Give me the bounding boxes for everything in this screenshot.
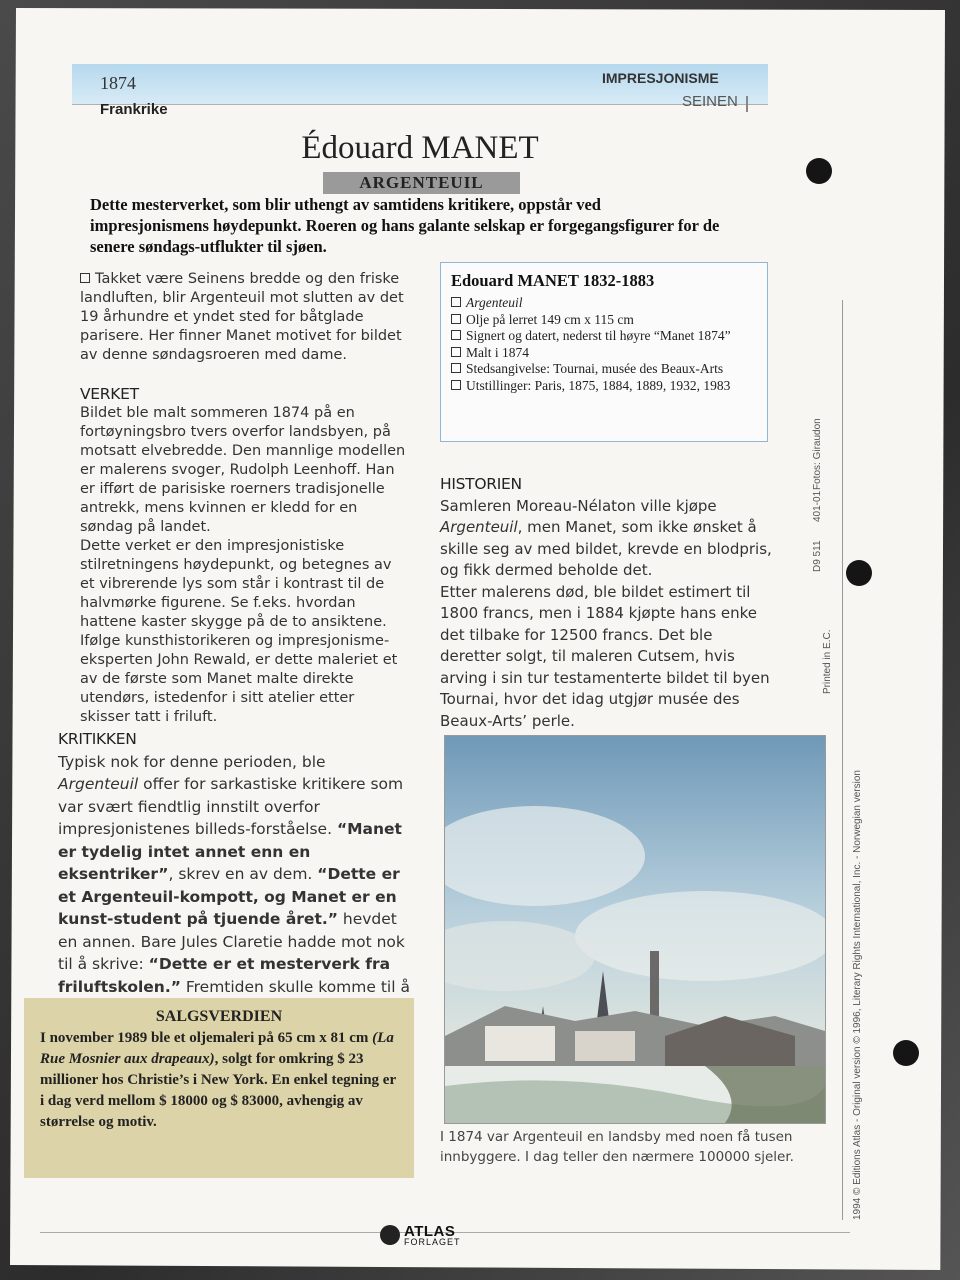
atlas-logo [380, 1223, 478, 1249]
sales-value-box [24, 998, 414, 1178]
checkbox-bullet-icon [451, 347, 461, 357]
checkbox-bullet-icon [451, 330, 461, 340]
side-code-2: 401-01 [812, 490, 823, 522]
margin-rule [842, 300, 843, 1220]
header-country: Frankrike [100, 101, 168, 118]
artist-name: Édouard MANET [301, 130, 539, 166]
left-column [80, 270, 408, 727]
side-printed-in: Printed in E.C. [822, 629, 833, 694]
history-column [440, 474, 776, 732]
checkbox-bullet-icon [451, 363, 461, 373]
verket-paragraph: Dette verket er den impresjonistiske stilretningens høydepunkt, og betegnes av et vibrerende lys som står i kontrast til de halvmørke figurene. Se f.eks. hvordan hattene kaster skygge på de to ansiktene. [80, 538, 392, 630]
info-box-list [451, 295, 757, 394]
checkbox-bullet-icon [80, 273, 90, 283]
history-paragraph: Etter malerens død, ble bildet estimert til 1800 francs, men i 1884 kjøpte hans enke det tilbake for 12500 francs. Det ble deretter solgt, til maleren Cutsem, hvis arving i sin tur testamenterte bildet til byen Tournai, hvor det idag utgjør musée des Beaux-Arts’ perle. [440, 582, 770, 730]
sales-heading: SALGSVERDIEN [155, 1008, 283, 1025]
side-copyright: 1994 © Editions Atlas - Original version © 1996, Literary Rights International, Inc. - Norwegian version [852, 770, 863, 1220]
artwork-info-box [440, 262, 768, 442]
sales-text: I november 1989 ble et oljemaleri på 65 cm x 81 cm (La Rue Mosnier aux drapeaux), solgt for omkring $ 23 millioner hos Christie’s i New York. En enkel tegning er i dag verd mellom $ 18000 og $ 83000, avhengig av størrelse og motiv. [40, 1030, 396, 1130]
info-item: Olje på lerret 149 cm x 115 cm [451, 312, 757, 329]
painting-caption: I 1874 var Argenteuil en landsby med noen få tusen innbyggere. I dag teller den nærmere 100000 sjeler. [440, 1129, 794, 1165]
painting-image [444, 735, 826, 1124]
header-subject: SEINEN [682, 93, 738, 110]
verket-paragraph: Bildet ble malt sommeren 1874 på en fortøyningsbro tvers overfor landsbyen, på motsatt elvebredde. Den mannlige modellen er malerens svoger, Rudolph Leenhoff. Han er ifført de parisiske roerners tradisjonelle antrekk, mens kvinnen er kledd for en søndag på landet. [80, 405, 406, 535]
punch-hole [893, 1040, 919, 1066]
header-divider [746, 96, 748, 112]
logo-name: ATLAS [404, 1223, 456, 1240]
side-code-1: D9 511 [812, 540, 823, 572]
opening-paragraph: Takket være Seinens bredde og den friske landluften, blir Argenteuil mot slutten av det 19 århundre et yndet sted for båtglade parisere. Her finner Manet motivet for bildet av denne søndagsroeren med dame. [80, 271, 404, 363]
header-year: 1874 [100, 73, 136, 93]
checkbox-bullet-icon [451, 297, 461, 307]
checkbox-bullet-icon [451, 380, 461, 390]
info-box-heading: Edouard MANET 1832-1883 [451, 271, 655, 290]
info-item: Argenteuil [451, 295, 757, 312]
info-item: Malt i 1874 [451, 345, 757, 362]
side-photo-credit: Fotos: Giraudon [812, 418, 823, 490]
logo-subtitle: FORLAGET [404, 1237, 461, 1247]
globe-icon [380, 1225, 400, 1245]
artwork-title: ARGENTEUIL [323, 172, 520, 194]
info-item: Stedsangivelse: Tournai, musée des Beaux-Arts [451, 361, 757, 378]
critique-paragraph: Typisk nok for denne perioden, ble Argenteuil offer for sarkastiske kritikere som var svært fiendtlig innstilt overfor impresjonistenes billeds-forståelse. “Manet er tydelig intet annet enn en eksentriker”, skrev en av dem. “Dette er et Argenteuil-kompott, og Manet er en kunst-student på tjuende året.” hevdet en annen. Bare Jules Claretie hadde mot nok til å skrive: “Dette er et mesterverk fra friluftskolen.” Fremtiden skulle komme til å [58, 752, 410, 996]
painting-illustration [445, 736, 825, 1123]
critique-column [58, 728, 410, 1021]
header-movement: IMPRESJONISME [602, 70, 719, 86]
section-heading-verket: VERKET [80, 385, 139, 403]
punch-hole [846, 560, 872, 586]
intro-paragraph: Dette mesterverket, som blir uthengt av samtidens kritikere, oppstår ved impresjonismens høydepunkt. Roeren og hans galante selskap er forgegangsfigurer for de senere søndags-utflukter til sjøen. [90, 195, 720, 256]
history-paragraph: Samleren Moreau-Nélaton ville kjøpe Argenteuil, men Manet, som ikke ønsket å skille seg av med bildet, krevde en blodpris, og fikk dermed beholde det. [440, 496, 772, 579]
info-item: Signert og datert, nederst til høyre “Manet 1874” [451, 328, 757, 345]
section-heading-kritikken: KRITIKKEN [58, 730, 137, 748]
info-item: Utstillinger: Paris, 1875, 1884, 1889, 1932, 1983 [451, 378, 757, 395]
section-heading-historien: HISTORIEN [440, 475, 522, 493]
verket-paragraph: Ifølge kunsthistorikeren og impresjonisme-eksperten John Rewald, er dette maleriet et av de første som Manet malte direkte utendørs, istedenfor i sitt atelier etter skisser tatt i friluft. [80, 633, 398, 725]
checkbox-bullet-icon [451, 314, 461, 324]
